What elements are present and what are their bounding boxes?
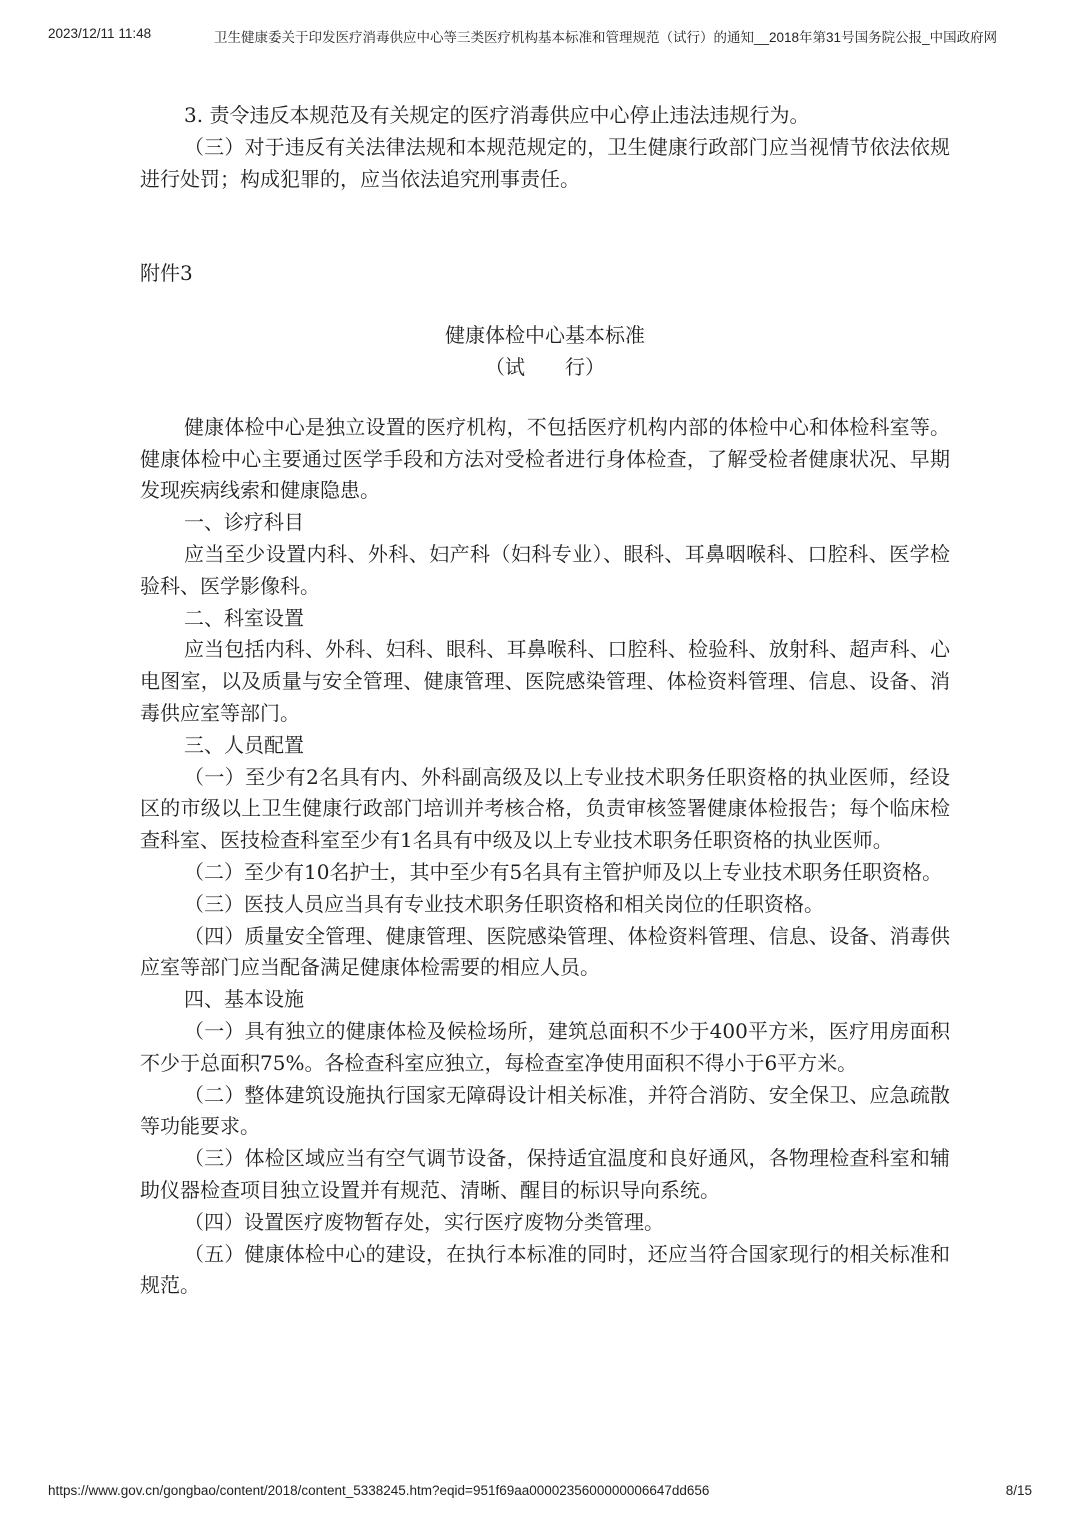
staffing-item-1: （一）至少有2名具有内、外科副高级及以上专业技术职务任职资格的执业医师，经设区的市级以上卫生健康行政部门培训并考核合格，负责审核签署健康体检报告；每个临床检查科室、医技检查科室至少有1名具有中级及以上专业技术职务任职资格的执业医师。 (140, 764, 950, 853)
print-page-title: 卫生健康委关于印发医疗消毒供应中心等三类医疗机构基本标准和管理规范（试行）的通知__2018年第31号国务院公报_中国政府网 (214, 30, 998, 45)
paragraph-penalty-item-three: （三）对于违反有关法律法规和本规范规定的，卫生健康行政部门应当视情节依法依规进行处罚；构成犯罪的，应当依法追究刑事责任。 (140, 134, 950, 191)
intro-paragraph: 健康体检中心是独立设置的医疗机构，不包括医疗机构内部的体检中心和体检科室等。健康体检中心主要通过医学手段和方法对受检者进行身体检查，了解受检者健康状况、早期发现疾病线索和健康隐患。 (140, 414, 950, 503)
facilities-item-4: （四）设置医疗废物暂存处，实行医疗废物分类管理。 (184, 1209, 664, 1234)
section-heading-facilities: 四、基本设施 (184, 987, 304, 1012)
staffing-item-4: （四）质量安全管理、健康管理、医院感染管理、体检资料管理、信息、设备、消毒供应室等部门应当配备满足健康体检需要的相应人员。 (140, 923, 950, 980)
attachment-label: 附件3 (140, 261, 193, 286)
section-heading-departments: 一、诊疗科目 (184, 510, 304, 535)
staffing-item-2: （二）至少有10名护士，其中至少有5名具有主管护师及以上专业技术职务任职资格。 (184, 859, 943, 884)
print-page-url: https://www.gov.cn/gongbao/content/2018/content_5338245.htm?eqid=951f69aa0000235600000006647dd656 (48, 1483, 710, 1498)
paragraph-penalty-item-3: 3. 责令违反本规范及有关规定的医疗消毒供应中心停止违法违规行为。 (184, 103, 810, 127)
section-heading-staffing: 三、人员配置 (184, 732, 304, 757)
staffing-item-3: （三）医技人员应当具有专业技术职务任职资格和相关岗位的任职资格。 (184, 891, 824, 916)
document-subtitle: （试 行） (485, 354, 605, 379)
print-page-number: 8/15 (1005, 1483, 1032, 1498)
document-title: 健康体检中心基本标准 (445, 323, 645, 348)
section-body-departments: 应当至少设置内科、外科、妇产科（妇科专业）、眼科、耳鼻咽喉科、口腔科、医学检验科、医学影像科。 (140, 541, 950, 598)
facilities-item-2: （二）整体建筑设施执行国家无障碍设计相关标准，并符合消防、安全保卫、应急疏散等功能要求。 (140, 1082, 950, 1139)
facilities-item-1: （一）具有独立的健康体检及候检场所，建筑总面积不少于400平方米，医疗用房面积不少于总面积75%。各检查科室应独立，每检查室净使用面积不得小于6平方米。 (140, 1018, 950, 1075)
print-header (48, 26, 1032, 46)
facilities-item-3: （三）体检区域应当有空气调节设备，保持适宜温度和良好通风，各物理检查科室和辅助仪器检查项目独立设置并有规范、清晰、醒目的标识导向系统。 (140, 1146, 950, 1202)
facilities-item-5: （五）健康体检中心的建设，在执行本标准的同时，还应当符合国家现行的相关标准和规范。 (140, 1241, 950, 1298)
document-body (140, 100, 950, 1302)
print-footer (48, 1483, 1032, 1503)
print-timestamp: 2023/12/11 11:48 (48, 26, 152, 41)
section-body-offices: 应当包括内科、外科、妇科、眼科、耳鼻喉科、口腔科、检验科、放射科、超声科、心电图室，以及质量与安全管理、健康管理、医院感染管理、体检资料管理、信息、设备、消毒供应室等部门。 (140, 637, 950, 725)
section-heading-offices: 二、科室设置 (184, 605, 304, 630)
